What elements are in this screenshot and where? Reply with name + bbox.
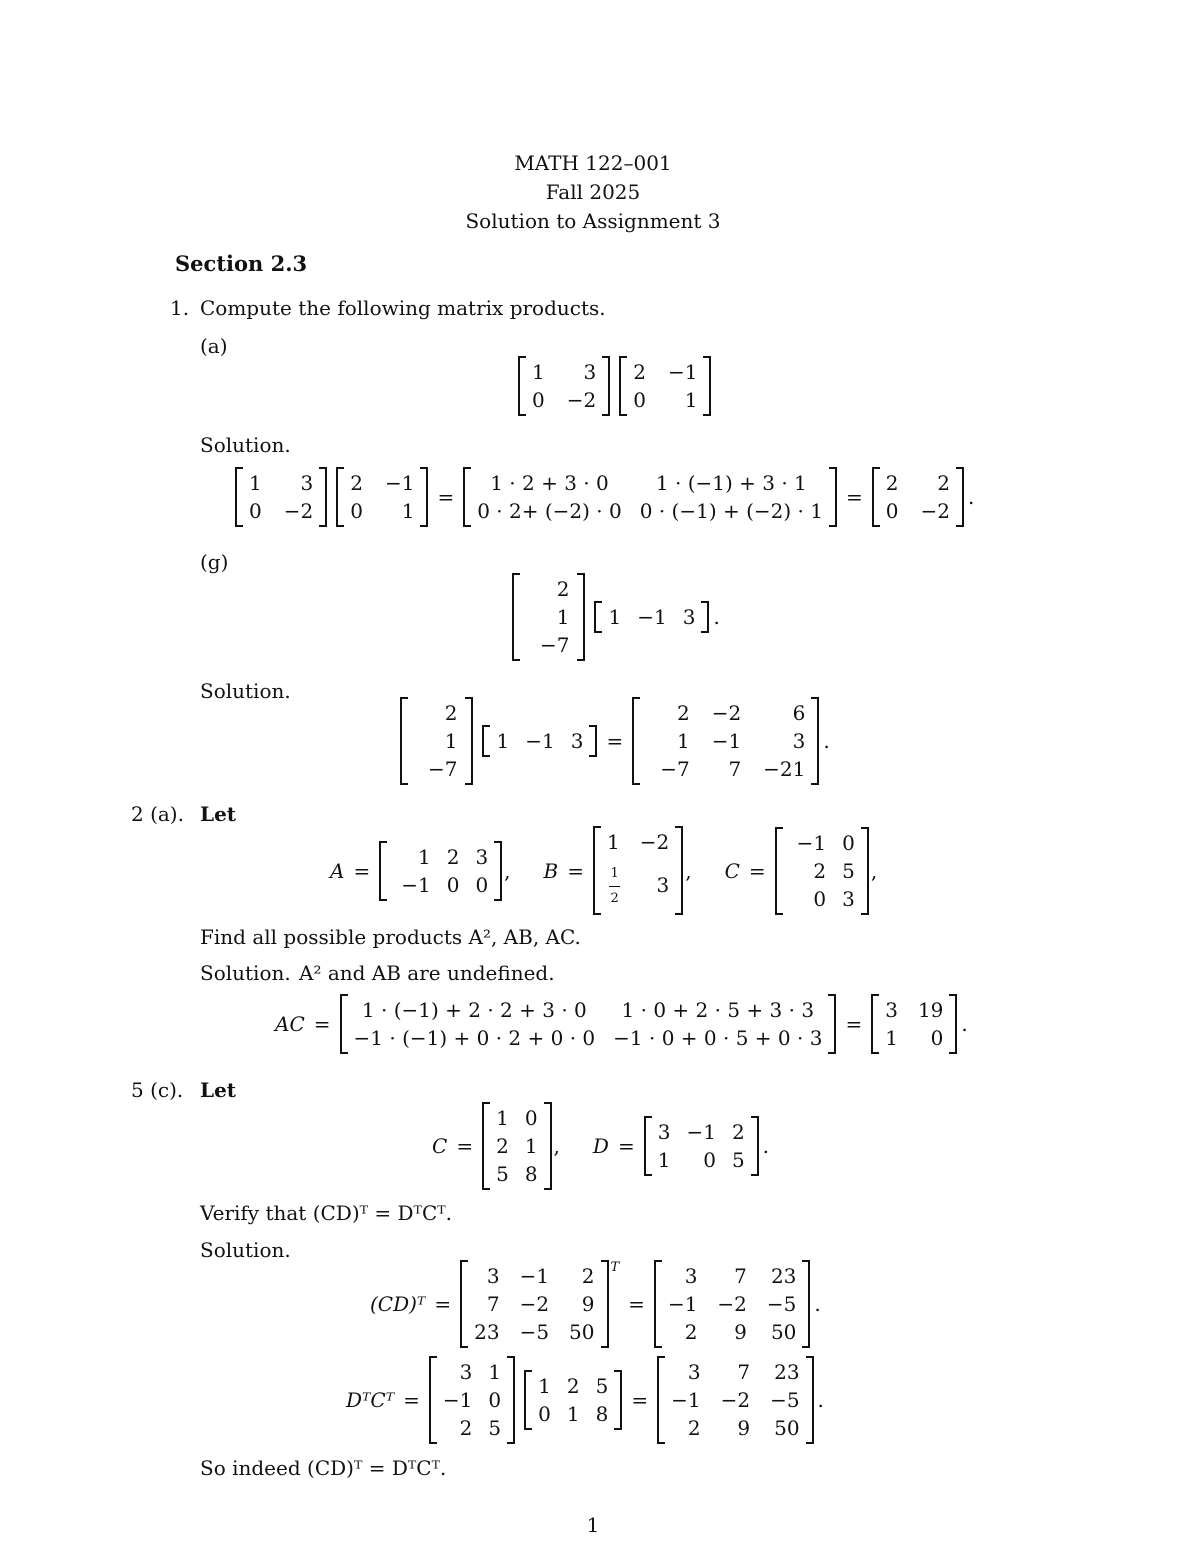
- equals-sign: =: [403, 1388, 420, 1412]
- fraction: [609, 862, 619, 911]
- matrix: [235, 467, 327, 527]
- matrix-entry: −1: [686, 1120, 716, 1144]
- problem-1-prompt: Compute the following matrix products.: [200, 296, 606, 320]
- matrix-entry: 7: [486, 1292, 500, 1316]
- matrix-entry: 1: [444, 729, 458, 753]
- problem-5c-label: 5 (c).: [131, 1078, 184, 1102]
- matrix-entry: 2: [633, 360, 646, 384]
- matrix-entry: 2: [496, 1134, 509, 1158]
- matrix-entry: 9: [734, 1320, 747, 1344]
- matrix-entry: 2: [459, 1416, 473, 1440]
- matrix: [644, 1116, 759, 1176]
- problem-1-label: 1.: [170, 296, 190, 320]
- matrix-entry: 23: [474, 1320, 500, 1344]
- matrix-entry: 1: [885, 1026, 898, 1050]
- matrix-entry: 1: [676, 729, 690, 753]
- column-vector: [400, 697, 473, 785]
- matrix-entry: 1: [684, 388, 698, 412]
- matrix: [482, 1102, 551, 1190]
- equals-sign: =: [606, 729, 624, 753]
- matrix-entry: 3: [687, 1360, 701, 1384]
- matrix: [872, 467, 964, 527]
- matrix: [463, 467, 837, 527]
- matrix-entry: 0: [538, 1402, 551, 1426]
- matrix-entry: 5: [595, 1374, 609, 1398]
- matrix-entry: 0: [842, 830, 855, 855]
- equals-sign: =: [434, 1292, 452, 1316]
- matrix-entry: 2: [813, 858, 827, 883]
- fraction-numerator: 1: [609, 862, 619, 887]
- matrix-entry: 2: [885, 471, 899, 495]
- problem-2a-solution-text: A² and AB are undefined.: [299, 961, 555, 985]
- matrix-entry: 23: [774, 1360, 800, 1384]
- period: .: [967, 485, 975, 509]
- problem-2a-ac: [275, 994, 968, 1054]
- matrix-entry: 6: [792, 701, 806, 725]
- matrix-entry: −1: [442, 1388, 473, 1412]
- matrix-entry: 3: [486, 1264, 500, 1288]
- matrix-entry: 7: [728, 757, 742, 781]
- period: .: [814, 1292, 821, 1316]
- matrix-entry: 5: [488, 1416, 502, 1440]
- matrix: [340, 994, 837, 1054]
- matrix-entry: 0: [249, 499, 262, 523]
- matrix-entry: −2: [639, 830, 670, 854]
- equals-sign: =: [748, 858, 766, 883]
- matrix-entry: 23: [770, 1264, 797, 1288]
- matrix-entry: 1: [566, 1402, 580, 1426]
- matrix-entry: 3: [459, 1360, 473, 1384]
- matrix-entry: −1: [519, 1264, 550, 1288]
- matrix-entry: −1: [671, 1388, 701, 1412]
- matrix-entry: 7: [737, 1360, 751, 1384]
- equals-sign: =: [456, 1134, 474, 1158]
- matrix-entry: [607, 858, 620, 911]
- cd-transpose-equation: [370, 1260, 821, 1348]
- matrix-entry: −2: [519, 1292, 550, 1316]
- matrix-name-b: B: [543, 858, 559, 883]
- term: Fall 2025: [545, 180, 641, 204]
- row-vector: [482, 725, 597, 757]
- problem-2a-solution-label: Solution.: [200, 961, 291, 985]
- matrix-entry: 0: [813, 886, 827, 911]
- part-a-question: [518, 356, 711, 416]
- matrix-entry: 1: [417, 844, 431, 869]
- matrix-entry: 2: [566, 1374, 580, 1398]
- matrix-entry: −2: [717, 1292, 747, 1316]
- matrix-entry: 0: [350, 499, 363, 523]
- matrix-entry: 3: [300, 471, 314, 495]
- problem-2a-let: Let: [200, 802, 237, 826]
- matrix-entry: 8: [595, 1402, 609, 1426]
- matrix-entry: 1: [556, 605, 570, 629]
- matrix-entry: 7: [734, 1264, 747, 1288]
- matrix-entry: −5: [770, 1388, 800, 1412]
- part-g-question: [512, 573, 720, 661]
- problem-5c-let: Let: [200, 1078, 237, 1102]
- comma: ,: [870, 858, 878, 883]
- matrix-entry: −1: [796, 830, 827, 855]
- matrix-entry: 0: [930, 1026, 944, 1050]
- matrix-entry: −5: [766, 1292, 797, 1316]
- matrix-entry: 1: [538, 1374, 551, 1398]
- course-title: MATH 122–001: [514, 151, 672, 175]
- matrix-entry: 1 · (−1) + 3 · 1: [655, 471, 807, 495]
- comma: ,: [553, 1134, 560, 1158]
- matrix-entry: 2: [731, 1120, 745, 1144]
- matrix-entry: −2: [711, 701, 742, 725]
- matrix-entry: 2: [581, 1264, 595, 1288]
- matrix-name-d: D: [592, 1134, 609, 1158]
- period: .: [961, 1012, 968, 1036]
- matrix-entry: 1 · 0 + 2 · 5 + 3 · 3: [621, 998, 815, 1022]
- matrix-entry: 3: [684, 1264, 698, 1288]
- matrix: [632, 697, 819, 785]
- part-g-solution: [400, 697, 830, 785]
- matrix-entry: −21: [763, 757, 806, 781]
- matrix-entry: −1 · 0 + 0 · 5 + 0 · 3: [613, 1026, 823, 1050]
- section-heading: Section 2.3: [175, 251, 308, 276]
- matrix-entry: 3: [842, 886, 855, 911]
- row-vector: [594, 601, 709, 633]
- problem-2a-find: Find all possible products A², AB, AC.: [200, 925, 581, 949]
- matrix-entry: −2: [720, 1388, 751, 1412]
- matrix-entry: 0 · 2+ (−2) · 0: [477, 499, 622, 523]
- matrix-entry: 9: [737, 1416, 751, 1440]
- part-a-solution-label: Solution.: [200, 433, 291, 457]
- matrix-entry: 2: [350, 471, 363, 495]
- dt-ct-equation: [346, 1356, 824, 1444]
- matrix-entry: 0: [446, 872, 460, 897]
- matrix-entry: 1: [657, 1148, 671, 1172]
- matrix-entry: 3: [570, 729, 584, 753]
- part-a-label: (a): [200, 334, 228, 358]
- matrix-entry: 3: [792, 729, 806, 753]
- matrix-entry: −7: [428, 757, 458, 781]
- matrix-entry: 0 · (−1) + (−2) · 1: [639, 499, 823, 523]
- matrix-entry: 5: [731, 1148, 745, 1172]
- matrix-entry: 3: [657, 1120, 671, 1144]
- matrix-entry: 50: [774, 1416, 800, 1440]
- problem-5c-conclusion: So indeed (CD)ᵀ = DᵀCᵀ.: [200, 1456, 447, 1480]
- matrix: [593, 826, 683, 915]
- matrix: [654, 1260, 810, 1348]
- matrix: [429, 1356, 515, 1444]
- fraction-denominator: 2: [610, 891, 619, 906]
- dt-ct-lhs: DᵀCᵀ: [346, 1388, 395, 1412]
- matrix-entry: −2: [920, 499, 950, 523]
- transpose-superscript: T: [610, 1260, 620, 1275]
- part-g-solution-label: Solution.: [200, 679, 291, 703]
- matrix-entry: −1: [401, 872, 431, 897]
- matrix-entry: −1: [637, 605, 667, 629]
- matrix-entry: −1: [711, 729, 742, 753]
- matrix-entry: 1: [496, 1106, 509, 1130]
- matrix-entry: 3: [885, 998, 898, 1022]
- comma: ,: [504, 858, 511, 883]
- equals-sign: =: [617, 1134, 635, 1158]
- matrix-name-c: C: [724, 858, 740, 883]
- matrix-name-a: A: [330, 858, 345, 883]
- matrix: [524, 1370, 622, 1430]
- part-g-label: (g): [200, 550, 229, 574]
- page-number: 1: [586, 1513, 600, 1537]
- period: .: [713, 605, 720, 629]
- matrix-entry: 2: [937, 471, 950, 495]
- equals-sign: =: [567, 858, 584, 883]
- matrix: [460, 1260, 608, 1348]
- matrix-entry: −1: [525, 729, 555, 753]
- matrix: [518, 356, 610, 416]
- equals-sign: =: [845, 1012, 863, 1036]
- equals-sign: =: [845, 485, 863, 509]
- matrix-entry: 0: [475, 872, 489, 897]
- column-vector: [512, 573, 585, 661]
- equals-sign: =: [353, 858, 371, 883]
- matrix-entry: 2: [687, 1416, 701, 1440]
- matrix-entry: 2: [556, 577, 570, 601]
- matrix-entry: −5: [519, 1320, 550, 1344]
- period: .: [823, 729, 830, 753]
- problem-5c-verify: Verify that (CD)ᵀ = DᵀCᵀ.: [200, 1201, 453, 1225]
- matrix-entry: 1: [608, 605, 622, 629]
- equals-sign: =: [313, 1012, 331, 1036]
- matrix-entry: 0: [488, 1388, 502, 1412]
- period: .: [817, 1388, 824, 1412]
- matrix-entry: 1 · 2 + 3 · 0: [490, 471, 609, 495]
- matrix-entry: 9: [581, 1292, 595, 1316]
- equals-sign: =: [628, 1292, 645, 1316]
- matrix-entry: 1: [607, 830, 620, 854]
- matrix-entry: 2: [684, 1320, 698, 1344]
- matrix-entry: 5: [842, 858, 855, 883]
- problem-5c-solution-label: Solution.: [200, 1238, 291, 1262]
- matrix-entry: 19: [917, 998, 944, 1022]
- matrix-entry: 0: [532, 388, 545, 412]
- part-a-solution: [235, 467, 974, 527]
- equals-sign: =: [631, 1388, 649, 1412]
- matrix-entry: −1 · (−1) + 0 · 2 + 0 · 0: [353, 1026, 596, 1050]
- matrix-entry: 1: [496, 729, 510, 753]
- matrix-entry: 1: [401, 499, 415, 523]
- matrix-entry: 1 · (−1) + 2 · 2 + 3 · 0: [361, 998, 587, 1022]
- problem-2a-definitions: [330, 826, 877, 915]
- matrix-entry: 0: [633, 388, 646, 412]
- product-name-ac: AC: [275, 1012, 305, 1036]
- matrix: [336, 467, 428, 527]
- matrix-entry: −7: [660, 757, 690, 781]
- matrix-entry: 3: [682, 605, 696, 629]
- matrix-entry: 0: [885, 499, 899, 523]
- comma: ,: [685, 858, 692, 883]
- matrix-entry: 50: [569, 1320, 595, 1344]
- matrix-entry: 1: [524, 1134, 538, 1158]
- matrix-entry: −1: [384, 471, 415, 495]
- cd-transpose-lhs: (CD)ᵀ: [370, 1292, 426, 1316]
- matrix-entry: 3: [475, 844, 489, 869]
- matrix: [379, 841, 502, 901]
- matrix: [871, 994, 957, 1054]
- matrix-entry: 0: [703, 1148, 716, 1172]
- matrix-entry: 5: [496, 1162, 509, 1186]
- matrix-entry: −1: [667, 1292, 698, 1316]
- matrix-entry: 0: [524, 1106, 538, 1130]
- assignment-title: Solution to Assignment 3: [465, 209, 721, 233]
- matrix-entry: −7: [540, 633, 570, 657]
- matrix-entry: 1: [532, 360, 545, 384]
- matrix-entry: 3: [656, 872, 670, 897]
- matrix-entry: 2: [444, 701, 458, 725]
- matrix: [657, 1356, 813, 1444]
- matrix-entry: 1: [488, 1360, 502, 1384]
- matrix-entry: −2: [566, 388, 597, 412]
- matrix-entry: 3: [583, 360, 597, 384]
- matrix-entry: 50: [770, 1320, 797, 1344]
- period: .: [762, 1134, 770, 1158]
- matrix-entry: 1: [249, 471, 262, 495]
- matrix-entry: −2: [283, 499, 314, 523]
- problem-2a-label: 2 (a).: [131, 802, 184, 826]
- matrix-entry: 8: [524, 1162, 538, 1186]
- matrix-entry: −1: [667, 360, 698, 384]
- matrix-name-c: C: [432, 1134, 448, 1158]
- matrix-entry: 2: [676, 701, 690, 725]
- matrix-entry: 2: [446, 844, 460, 869]
- problem-5c-definitions: [432, 1102, 769, 1190]
- equals-sign: =: [437, 485, 455, 509]
- matrix: [619, 356, 711, 416]
- matrix: [775, 827, 869, 915]
